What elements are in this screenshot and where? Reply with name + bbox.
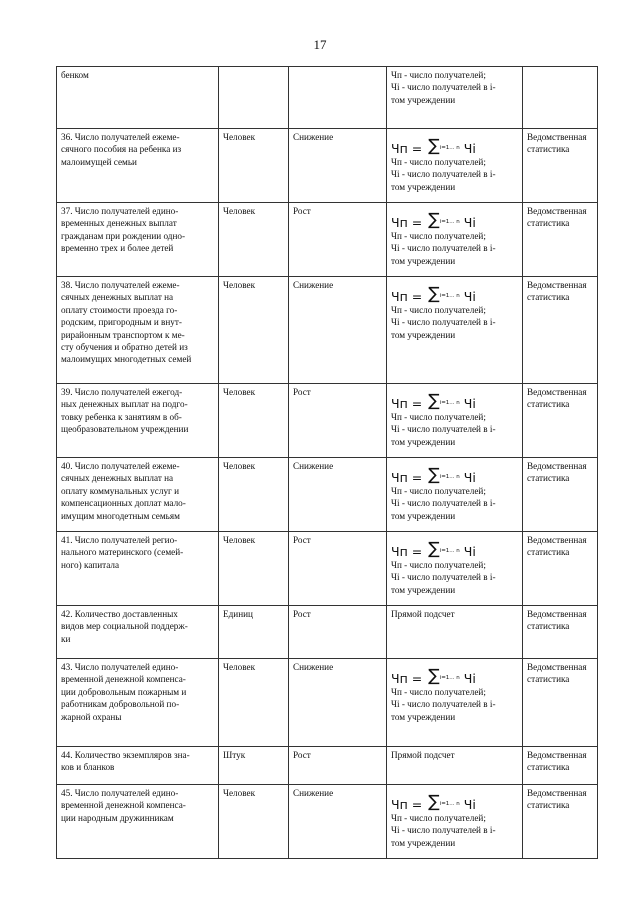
formula-legend: Чп - число получателей; Чi - число получателей в i- том учреждении [391,687,496,722]
indicator-cell: 42. Количество доставленных видов мер социальной поддерж- ки [57,606,219,659]
indicator-cell: 38. Число получателей ежеме- сячных денежных выплат на оплату стоимости проезда го- родским, пригородным и внут- рирайонным транспортом к ме- сту обучения и обратно детей из малоимущих многодетных семей [57,277,219,384]
sum-symbol: ∑ [428,539,440,559]
method-cell [387,203,523,277]
source-cell: Ведомственная статистика [523,129,598,203]
formula-lhs: Чп = [391,395,423,411]
indicator-cell: 36. Число получателей ежеме- сячного пособия на ребенка из малоимущей семьи [57,129,219,203]
indicator-cell: 44. Количество экземпляров зна- ков и бланков [57,747,219,785]
unit-cell: Человек [219,659,289,747]
formula [391,789,518,811]
unit-cell: Человек [219,532,289,606]
trend-cell: Снижение [289,129,387,203]
sum-index: i=1... n [439,800,460,807]
method-cell [387,384,523,458]
formula-legend: Чп - число получателей; Чi - число получателей в i- том учреждении [391,70,496,105]
unit-cell: Единиц [219,606,289,659]
formula-lhs: Чп = [391,288,423,304]
formula [391,663,518,685]
indicator-cell: 41. Число получателей регио- нального материнского (семей- ного) капитала [57,532,219,606]
formula-lhs: Чп = [391,543,423,559]
trend-cell: Снижение [289,277,387,384]
trend-cell: Рост [289,532,387,606]
trend-cell: Снижение [289,458,387,532]
formula [391,388,518,410]
sum-symbol: ∑ [428,136,440,156]
formula-rhs: Чi [463,214,476,230]
indicator-cell: 45. Число получателей едино- временной денежной компенса- ции народным дружинникам [57,785,219,859]
table-row [57,532,598,606]
unit-cell: Человек [219,458,289,532]
formula-rhs: Чi [463,288,476,304]
sum-index: i=1... n [439,292,460,299]
source-cell: Ведомственная статистика [523,458,598,532]
method-cell [387,458,523,532]
indicators-table [56,66,598,859]
formula [391,536,518,558]
source-cell: Ведомственная статистика [523,606,598,659]
formula-lhs: Чп = [391,670,423,686]
formula-lhs: Чп = [391,469,423,485]
method-text: Прямой подсчет [391,750,455,760]
formula-legend: Чп - число получателей; Чi - число получателей в i- том учреждении [391,157,496,192]
source-cell: Ведомственная статистика [523,384,598,458]
trend-cell: Рост [289,384,387,458]
formula-rhs: Чi [463,670,476,686]
table-row [57,659,598,747]
method-cell [387,129,523,203]
formula-legend: Чп - число получателей; Чi - число получателей в i- том учреждении [391,231,496,266]
trend-cell: Снижение [289,785,387,859]
table-row [57,67,598,129]
formula [391,462,518,484]
formula-legend: Чп - число получателей; Чi - число получателей в i- том учреждении [391,412,496,447]
sum-index: i=1... n [439,547,460,554]
formula-rhs: Чi [463,543,476,559]
method-cell [387,532,523,606]
method-cell [387,747,523,785]
method-text: Прямой подсчет [391,609,455,619]
trend-cell: Рост [289,203,387,277]
unit-cell: Человек [219,384,289,458]
table-row [57,129,598,203]
method-cell [387,67,523,129]
unit-cell: Человек [219,203,289,277]
sum-symbol: ∑ [428,284,440,304]
sum-index: i=1... n [439,674,460,681]
sum-index: i=1... n [439,473,460,480]
sum-symbol: ∑ [428,391,440,411]
formula-legend: Чп - число получателей; Чi - число получателей в i- том учреждении [391,813,496,848]
sum-symbol: ∑ [428,465,440,485]
formula-lhs: Чп = [391,796,423,812]
formula-rhs: Чi [463,395,476,411]
formula-legend: Чп - число получателей; Чi - число получателей в i- том учреждении [391,305,496,340]
formula-lhs: Чп = [391,140,423,156]
table-row [57,606,598,659]
table-row [57,277,598,384]
source-cell: Ведомственная статистика [523,785,598,859]
sum-symbol: ∑ [428,210,440,230]
formula-rhs: Чi [463,140,476,156]
unit-cell [219,67,289,129]
formula [391,207,518,229]
method-cell [387,606,523,659]
source-cell: Ведомственная статистика [523,659,598,747]
formula [391,281,518,303]
formula-rhs: Чi [463,469,476,485]
sum-symbol: ∑ [428,666,440,686]
method-cell [387,277,523,384]
source-cell: Ведомственная статистика [523,532,598,606]
trend-cell: Рост [289,606,387,659]
trend-cell [289,67,387,129]
unit-cell: Штук [219,747,289,785]
indicator-cell: бенком [57,67,219,129]
method-cell [387,659,523,747]
formula-legend: Чп - число получателей; Чi - число получателей в i- том учреждении [391,560,496,595]
formula-rhs: Чi [463,796,476,812]
indicator-cell: 43. Число получателей едино- временной денежной компенса- ции добровольным пожарным и работникам добровольной по- жарной охраны [57,659,219,747]
indicator-cell: 40. Число получателей ежеме- сячных денежных выплат на оплату коммунальных услуг и компенсационных доплат мало- имущим многодетным семьям [57,458,219,532]
source-cell: Ведомственная статистика [523,203,598,277]
trend-cell: Снижение [289,659,387,747]
sum-index: i=1... n [439,218,460,225]
trend-cell: Рост [289,747,387,785]
formula-lhs: Чп = [391,214,423,230]
table-row [57,785,598,859]
source-cell: Ведомственная статистика [523,277,598,384]
table-row [57,458,598,532]
source-cell [523,67,598,129]
sum-index: i=1... n [439,144,460,151]
indicator-cell: 39. Число получателей ежегод- ных денежных выплат на подго- товку ребенка к занятиям в об- щеобразовательном учреждении [57,384,219,458]
table-row [57,203,598,277]
indicator-cell: 37. Число получателей едино- временных денежных выплат гражданам при рождении одно- временно трех и более детей [57,203,219,277]
formula [391,133,518,155]
page-number: 17 [313,37,327,52]
unit-cell: Человек [219,785,289,859]
method-cell [387,785,523,859]
unit-cell: Человек [219,277,289,384]
sum-symbol: ∑ [428,792,440,812]
unit-cell: Человек [219,129,289,203]
table-row [57,747,598,785]
source-cell: Ведомственная статистика [523,747,598,785]
formula-legend: Чп - число получателей; Чi - число получателей в i- том учреждении [391,486,496,521]
table-row [57,384,598,458]
sum-index: i=1... n [439,399,460,406]
